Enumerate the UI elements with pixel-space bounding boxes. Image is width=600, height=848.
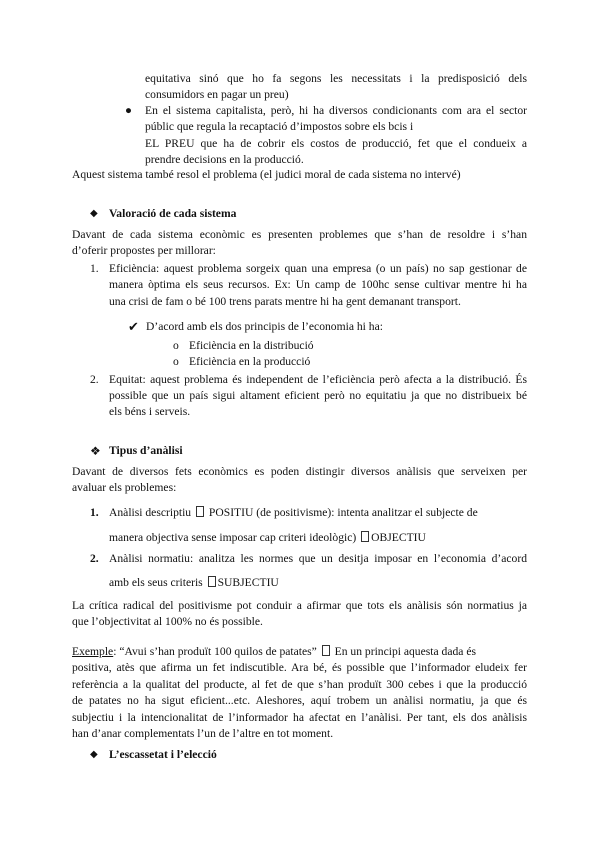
list-number: 2. xyxy=(90,373,99,386)
bullet-dot-icon: ● xyxy=(125,104,133,117)
list-item-text: POSITIU (de positivisme): intenta analitzar el subjecte de xyxy=(208,506,478,519)
sub-list-item: Eficiència en la producció xyxy=(189,355,311,368)
bullet-text-line: públic que regula la recaptació d’impostos sobre els bcis i xyxy=(145,120,414,133)
list-item-line xyxy=(109,531,426,545)
paragraph-line: han d’anar complementats l’un de l’altre en tot moment. xyxy=(72,727,334,740)
sub-bullet-marker: o xyxy=(173,339,179,352)
bullet-text-line: equitativa sinó que ho fa segons les necessitats i la predisposició dels xyxy=(145,72,527,85)
list-item-line: possible que un país sigui altament eficient però no equitatiu ja que no distribueix bé xyxy=(109,389,527,402)
arrow-placeholder-icon xyxy=(208,576,216,587)
paragraph-line: d’oferir propostes per millorar: xyxy=(72,244,216,257)
example-label: Exemple xyxy=(72,645,114,658)
section-heading: Tipus d’anàlisi xyxy=(109,444,183,457)
list-item-line: Eficiència: aquest problema sorgeix quan una empresa (o un país) no sap gestionar de xyxy=(109,262,527,275)
list-item-line xyxy=(109,576,279,590)
list-item-text: Anàlisi descriptiu xyxy=(109,506,192,519)
bullet-text-line: consumidors en pagar un preu) xyxy=(145,88,289,101)
sub-list-item: Eficiència en la distribució xyxy=(189,339,314,352)
section-heading: L’escassetat i l’elecció xyxy=(109,748,217,761)
list-number: 2. xyxy=(90,552,99,565)
clover-bullet-icon: ❖ xyxy=(90,444,101,458)
list-number: 1. xyxy=(90,506,99,519)
checklist-text: D’acord amb els dos principis de l’economia hi ha: xyxy=(146,320,383,333)
arrow-placeholder-icon xyxy=(361,531,369,542)
paragraph-line: subjectiu i la intencionalitat de l’informador ha afectat en l’anàlisi. Per tant, els dos anàlisis xyxy=(72,711,527,724)
list-number: 1. xyxy=(90,262,99,275)
sub-bullet-marker: o xyxy=(173,355,179,368)
example-text: En un principi aquesta dada és xyxy=(334,645,476,658)
bullet-text-line: EL PREU que ha de cobrir els costos de producció, fet que el condueix a xyxy=(145,137,527,150)
list-item-text: amb els seus criteris xyxy=(109,576,203,589)
example-line xyxy=(72,645,527,659)
list-item-line: una crisi de fam o bé 100 trens parats mentre hi ha gent demanant transport. xyxy=(109,295,461,308)
paragraph-line: positiva, atès que afirma un fet indiscutible. Ara bé, és possible que l’informador eludeix fer xyxy=(72,661,527,674)
paragraph-line: que l’objectivitat al 100% no és possible. xyxy=(72,615,263,628)
diamond-bullet-icon: ◆ xyxy=(90,208,98,219)
arrow-placeholder-icon xyxy=(196,506,204,517)
example-text: : “Avui s’han produït 100 quilos de patates” xyxy=(113,645,317,658)
arrow-placeholder-icon xyxy=(322,645,330,656)
list-item-line xyxy=(109,506,527,520)
bullet-text-line: En el sistema capitalista, però, hi ha diversos condicionants com ara el sector xyxy=(145,104,527,117)
diamond-bullet-icon: ◆ xyxy=(90,749,98,760)
paragraph-line: de patates no ha sigut eficient...etc. Aleshores, aquí trobem un anàlisi normatiu, ja que és xyxy=(72,694,527,707)
checkmark-icon: ✔ xyxy=(128,319,139,334)
paragraph-line: Davant de cada sistema econòmic es presenten problemes que s’han de resoldre i s’han xyxy=(72,228,527,241)
bullet-text-line: prendre decisions en la producció. xyxy=(145,153,304,166)
section-heading: Valoració de cada sistema xyxy=(109,207,237,220)
list-item-line: els béns i serveis. xyxy=(109,405,191,418)
list-item-line: Anàlisi normatiu: analitza les normes que un desitja imposar en l’economia d’acord xyxy=(109,552,527,565)
list-item-text: SUBJECTIU xyxy=(217,576,279,589)
paragraph-line: La crítica radical del positivisme pot conduir a afirmar que tots els anàlisis són normatius ja xyxy=(72,599,527,612)
list-item-text: OBJECTIU xyxy=(371,531,426,544)
list-item-line: Equitat: aquest problema és independent de l’eficiència però afecta a la distribució. És xyxy=(109,373,527,386)
paragraph-line: referència a la qualitat del producte, al fet de que s’han produït 300 cebes i que la producció xyxy=(72,678,527,691)
paragraph-line: Davant de diversos fets econòmics es poden distingir diversos anàlisis que serveixen per xyxy=(72,465,527,478)
paragraph-line: avaluar els problemes: xyxy=(72,481,177,494)
list-item-line: manera òptima els seus recursos. Ex: Un camp de 100hc sense cultivar mentre hi ha xyxy=(109,278,527,291)
list-item-text: manera objectiva sense imposar cap criteri ideològic) xyxy=(109,531,357,544)
paragraph-line: Aquest sistema també resol el problema (el judici moral de cada sistema no intervé) xyxy=(72,168,461,181)
